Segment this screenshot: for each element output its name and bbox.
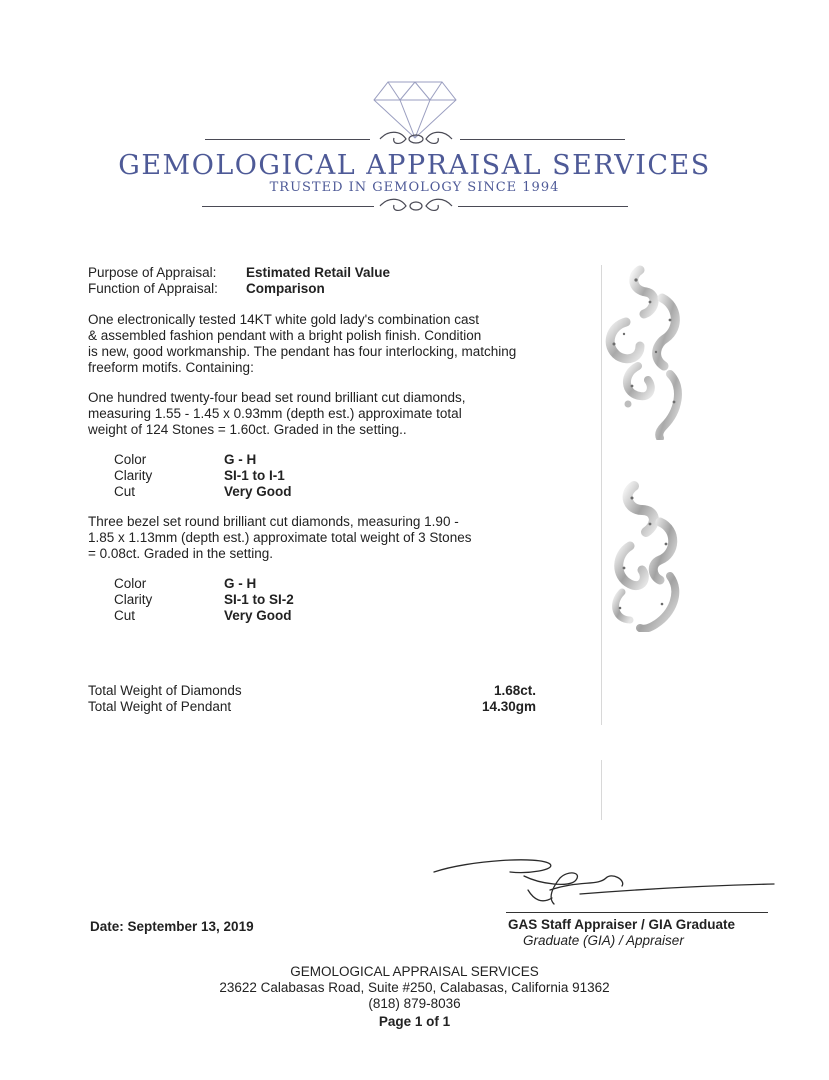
stones2-cut-label: Cut <box>114 608 136 623</box>
footer-company: GEMOLOGICAL APPRAISAL SERVICES <box>290 964 539 979</box>
stones2-cut-value: Very Good <box>224 608 292 623</box>
page-number: Page 1 of 1 <box>378 1014 451 1029</box>
stones2-color-value: G - H <box>224 576 257 591</box>
stones1-color-value: G - H <box>224 452 257 467</box>
function-label: Function of Appraisal: <box>88 281 218 296</box>
stones1-clarity-value: SI-1 to I-1 <box>224 468 285 483</box>
description-line: One electronically tested 14KT white gold lady's combination cast <box>88 312 480 327</box>
stones1-color-label: Color <box>114 452 147 467</box>
stones2-color-label: Color <box>114 576 147 591</box>
appraisal-date: Date: September 13, 2019 <box>90 919 254 934</box>
appraiser-subtitle: Graduate (GIA) / Appraiser <box>523 933 684 948</box>
company-name: GEMOLOGICAL APPRAISAL SERVICES <box>118 150 711 181</box>
description-line: freeform motifs. Containing: <box>88 360 254 375</box>
header-rule-top-right <box>460 139 625 140</box>
stones2-clarity-value: SI-1 to SI-2 <box>224 592 294 607</box>
total-pendant-value: 14.30gm <box>481 699 536 714</box>
company-tagline: TRUSTED IN GEMOLOGY SINCE 1994 <box>269 180 560 195</box>
appraiser-signature <box>430 850 780 912</box>
stones2-line: 1.85 x 1.13mm (depth est.) approximate total weight of 3 Stones <box>88 530 472 545</box>
stones1-line: measuring 1.55 - 1.45 x 0.93mm (depth est.) approximate total <box>88 406 462 421</box>
header-rule-bottom-left <box>202 206 374 207</box>
pendant-photo-front <box>596 262 696 440</box>
stones2-line: = 0.08ct. Graded in the setting. <box>88 546 273 561</box>
purpose-value: Estimated Retail Value <box>246 265 391 280</box>
stones1-cut-value: Very Good <box>224 484 292 499</box>
description-line: & assembled fashion pendant with a bright polish finish. Condition <box>88 328 482 343</box>
stones1-clarity-label: Clarity <box>114 468 153 483</box>
header-rule-top-left <box>205 139 370 140</box>
stones2-clarity-label: Clarity <box>114 592 153 607</box>
stones2-line: Three bezel set round brilliant cut diamonds, measuring 1.90 - <box>88 514 459 529</box>
flourish-ornament-top <box>376 128 456 150</box>
flourish-ornament-bottom <box>376 195 456 217</box>
header-rule-bottom-right <box>458 206 628 207</box>
stones1-cut-label: Cut <box>114 484 136 499</box>
footer-address: 23622 Calabasas Road, Suite #250, Calabasas, California 91362 <box>219 980 610 995</box>
photo-column-divider-lower <box>601 760 602 820</box>
pendant-photo-angle <box>600 480 696 632</box>
footer-phone: (818) 879-8036 <box>368 996 461 1011</box>
description-line: is new, good workmanship. The pendant has four interlocking, matching <box>88 344 517 359</box>
stones1-line: One hundred twenty-four bead set round brilliant cut diamonds, <box>88 390 466 405</box>
total-diamonds-value: 1.68ct. <box>493 683 536 698</box>
stones1-line: weight of 124 Stones = 1.60ct. Graded in the setting.. <box>88 422 407 437</box>
total-diamonds-label: Total Weight of Diamonds <box>88 683 242 698</box>
signature-line <box>506 912 768 913</box>
total-pendant-label: Total Weight of Pendant <box>88 699 232 714</box>
function-value: Comparison <box>246 281 325 296</box>
appraiser-title: GAS Staff Appraiser / GIA Graduate <box>508 917 736 932</box>
purpose-label: Purpose of Appraisal: <box>88 265 217 280</box>
